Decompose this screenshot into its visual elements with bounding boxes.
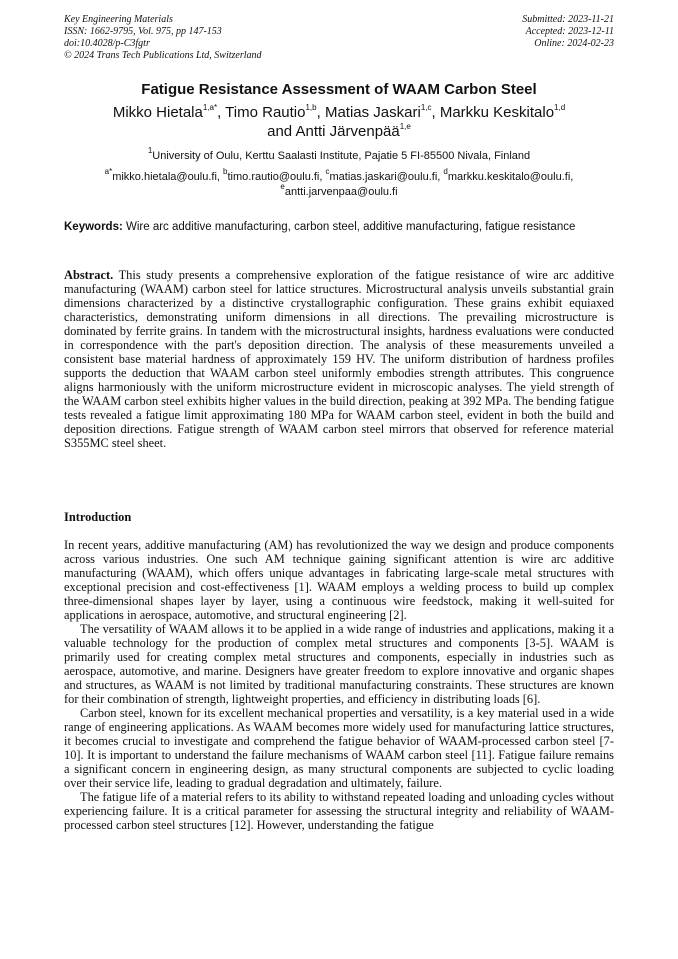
submitted-date: Submitted: 2023-11-21 [522, 14, 614, 25]
email-link[interactable]: $^d$markku.keskitalo@oulu.fi [443, 167, 571, 183]
author: Timo Rautio$^{1,b}$ [225, 103, 317, 121]
journal-name: Key Engineering Materials [64, 14, 173, 25]
paragraph: The versatility of WAAM allows it to be applied in a wide range of industries and applications, making it a valuable technology for the production of complex metal structures and components [3-5]. WAAM is primarily used for creating complex metal structures and components, especially in industries such as aerospace, automotive, and marine. Designers have greater freedom to explore innovative and organic shapes and structures, as WAAM is not limited by traditional manufacturing constraints. These structures are known for their combination of strength, lightweight properties, and efficiency in distributing loads [6]. [64, 622, 614, 706]
keywords-text: Wire arc additive manufacturing, carbon steel, additive manufacturing, fatigue resistance [126, 221, 576, 233]
accepted-date: Accepted: 2023-12-11 [525, 26, 614, 37]
author: Markku Keskitalo$^{1,d}$ [439, 103, 566, 121]
author: Matias Jaskari$^{1,c}$ [324, 103, 432, 121]
paragraph: In recent years, additive manufacturing (AM) has revolutionized the way we design and produce components across various industries. One such AM technique gaining significant attention is wire arc additive manufacturing (WAAM), which offers unique advantages in fabricating large-scale metal structures with exceptional precision and cost-effectiveness [1]. WAAM employs a welding process to build up complex three-dimensional shapes layer by layer, using a continuous wire feedstock, making it well-suited for applications in aerospace, automotive, and structural engineering [2]. [64, 538, 614, 622]
keywords-label: Keywords: [64, 221, 123, 233]
keywords [64, 220, 616, 234]
abstract-label: Abstract. [64, 268, 114, 282]
abstract-text: This study presents a comprehensive exploration of the fatigue resistance of wire arc additive manufacturing (WAAM) carbon steel for lattice structures. Microstructural analysis unveils substantial grain dimensions characterized by a distinctive crystallographic configuration. These grains exhibit equiaxed characteristics, demonstrating uniform dimensions in all directions. The prevailing microstructure is dominated by ferrite grains. In tandem with the microstructural insights, hardness evaluations were conducted in correspondence with the part's deposition direction. The analysis of these measurements unveiled a consistent base material hardness of approximately 159 HV. The uniform distribution of hardness profiles supports the deduction that WAAM carbon steel uniformly embodies strength attributes. This congruence aligns harmoniously with the uniform microstructure evident in microscopic analyses. The yield strength of the WAAM carbon steel exhibits higher values in the build direction, peaking at 392 MPa. The bending fatigue tests revealed a fatigue limit approximating 180 MPa for WAAM carbon steel, evident in both the build and deposition directions. Fatigue strength of WAAM carbon steel mirrors that observed for reference material S355MC steel sheet. [64, 268, 614, 450]
online-date: Online: 2024-02-23 [534, 38, 614, 49]
paragraph: Carbon steel, known for its excellent mechanical properties and versatility, is a key material used in a wide range of engineering applications. As WAAM becomes more widely used for manufacturing lattice structures, it becomes crucial to investigate and comprehend the fatigue behavior of WAAM-processed carbon steel [7-10]. It is important to understand the failure mechanisms of WAAM carbon steel [11]. Fatigue failure remains a significant concern in engineering design, as many structural components are subjected to cyclic loading over their service life, leading to gradual degradation and ultimately, failure. [64, 706, 614, 790]
section-heading-introduction: Introduction [64, 510, 132, 524]
author: and Antti Järvenpää$^{1,e}$ [267, 122, 411, 140]
paragraph: The fatigue life of a material refers to its ability to withstand repeated loading and unloading cycles without experiencing failure. It is a critical parameter for assessing the structural integrity and reliability of WAAM-processed carbon steel structures [12]. However, understanding the fatigue [64, 790, 614, 832]
affiliation: $^1$University of Oulu, Kerttu Saalasti Institute, Pajatie 5 FI-85500 Nivala, Finland [147, 146, 531, 162]
email-link[interactable]: $^e$antti.jarvenpaa@oulu.fi [280, 182, 398, 198]
author-list: Mikko Hietala$^{1,a*}$, Timo Rautio$^{1,b}$, Matias Jaskari$^{1,c}$, Markku Keskitalo$^{1,d}$ and Antti Järvenpää$^{1,e}$ [112, 103, 566, 140]
paper-title: Fatigue Resistance Assessment of WAAM Carbon Steel [141, 81, 537, 98]
author: Mikko Hietala$^{1,a*}$ [112, 103, 218, 121]
email-link[interactable]: $^{a*}$mikko.hietala@oulu.fi [104, 167, 217, 183]
journal-doi[interactable]: doi:10.4028/p-C3fgtr [64, 38, 150, 49]
email-link[interactable]: $^b$timo.rautio@oulu.fi [223, 167, 320, 183]
journal-copyright: © 2024 Trans Tech Publications Ltd, Switzerland [64, 50, 262, 61]
journal-issn: ISSN: 1662-9795, Vol. 975, pp 147-153 [64, 26, 222, 37]
introduction-body [64, 538, 614, 832]
author-emails: $^{a*}$mikko.hietala@oulu.fi, $^b$timo.rautio@oulu.fi, $^c$matias.jaskari@oulu.fi, $^d$markku.keskitalo@oulu.fi, $^e$antti.jarvenpaa@oulu.fi [104, 167, 574, 198]
abstract [64, 268, 614, 450]
publication-dates [522, 14, 614, 50]
email-link[interactable]: $^c$matias.jaskari@oulu.fi [325, 167, 438, 183]
journal-info [64, 14, 262, 62]
